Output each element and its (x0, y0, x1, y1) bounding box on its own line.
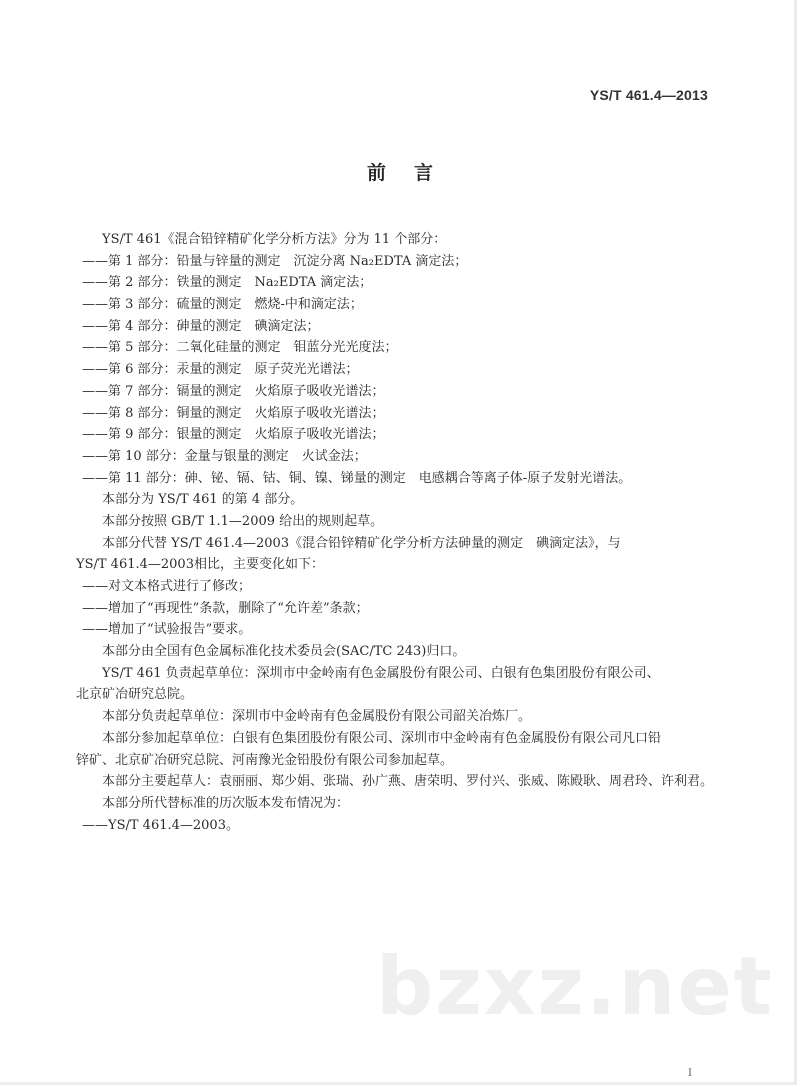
replaces-paragraph: 本部分代替 YS/T 461.4—2003《混合铅锌精矿化学分析方法砷量的测定 碘滴定法》，与 (102, 535, 621, 551)
part-list-item: ——第 8 部分：铜量的测定 火焰原子吸收光谱法； (82, 405, 385, 421)
committee-paragraph: 本部分由全国有色金属标准化技术委员会(SAC/TC 243)归口。 (102, 644, 466, 660)
part-list-item: ——第 10 部分：金量与银量的测定 火试金法； (82, 448, 367, 464)
participating-units-paragraph: 本部分参加起草单位：白银有色集团股份有限公司、深圳市中金岭南有色金属股份有限公司凡口铅 (102, 730, 662, 746)
part-list-item: ——第 3 部分：硫量的测定 燃烧-中和滴定法； (82, 297, 363, 313)
change-list-item: ——增加了“试验报告”要求。 (82, 622, 252, 638)
standard-code: YS/T 461.4—2013 (589, 87, 708, 103)
replaces-paragraph-continued: YS/T 461.4—2003相比，主要变化如下： (76, 557, 324, 573)
drafters-paragraph: 本部分主要起草人：袁丽丽、郑少娟、张瑞、孙广燕、唐荣明、罗付兴、张威、陈殿耿、周君玲、许利君。 (102, 774, 714, 790)
history-list-item: ——YS/T 461.4—2003。 (82, 817, 239, 833)
part-list-item: ——第 4 部分：砷量的测定 碘滴定法； (82, 318, 320, 334)
foreword-body (0, 229, 800, 836)
drafting-rules-paragraph: 本部分按照 GB/T 1.1—2009 给出的规则起草。 (102, 513, 384, 529)
history-intro-paragraph: 本部分所代替标准的历次版本发布情况为： (102, 795, 350, 811)
change-list-item: ——对文本格式进行了修改； (82, 579, 252, 594)
part-list-item: ——第 2 部分：铁量的测定 Na₂EDTA 滴定法； (82, 275, 373, 291)
part-list-item: ——第 5 部分：二氧化硅量的测定 钼蓝分光光度法； (82, 340, 398, 356)
this-part-paragraph: 本部分为 YS/T 461 的第 4 部分。 (102, 492, 304, 508)
part-list-item: ——第 1 部分：铅量与锌量的测定 沉淀分离 Na₂EDTA 滴定法； (82, 253, 468, 269)
participating-units-paragraph-continued: 锌矿、北京矿冶研究总院、河南豫光金铅股份有限公司参加起草。 (76, 752, 454, 768)
responsible-units-paragraph: YS/T 461 负责起草单位：深圳市中金岭南有色金属股份有限公司、白银有色集团股份有限公司、 (102, 665, 660, 681)
part-list-item: ——第 9 部分：银量的测定 火焰原子吸收光谱法； (82, 427, 385, 443)
intro-paragraph: YS/T 461《混合铅锌精矿化学分析方法》分为 11 个部分： (102, 232, 447, 247)
part-responsible-unit-paragraph: 本部分负责起草单位：深圳市中金岭南有色金属股份有限公司韶关冶炼厂。 (102, 709, 532, 725)
change-list-item: ——增加了“再现性”条款，删除了“允许差”条款； (82, 600, 369, 616)
page-title: 前言 (366, 162, 461, 184)
page-number: I (688, 1068, 692, 1079)
part-list-item: ——第 6 部分：汞量的测定 原子荧光光谱法； (82, 362, 359, 378)
watermark: bzxz.net (376, 940, 774, 1033)
part-list-item: ——第 7 部分：镉量的测定 火焰原子吸收光谱法； (82, 383, 385, 399)
responsible-units-paragraph-continued: 北京矿冶研究总院。 (76, 687, 194, 703)
part-list-item: ——第 11 部分：砷、铋、镉、钴、铜、镍、锑量的测定 电感耦合等离子体-原子发射光谱法。 (82, 470, 632, 486)
